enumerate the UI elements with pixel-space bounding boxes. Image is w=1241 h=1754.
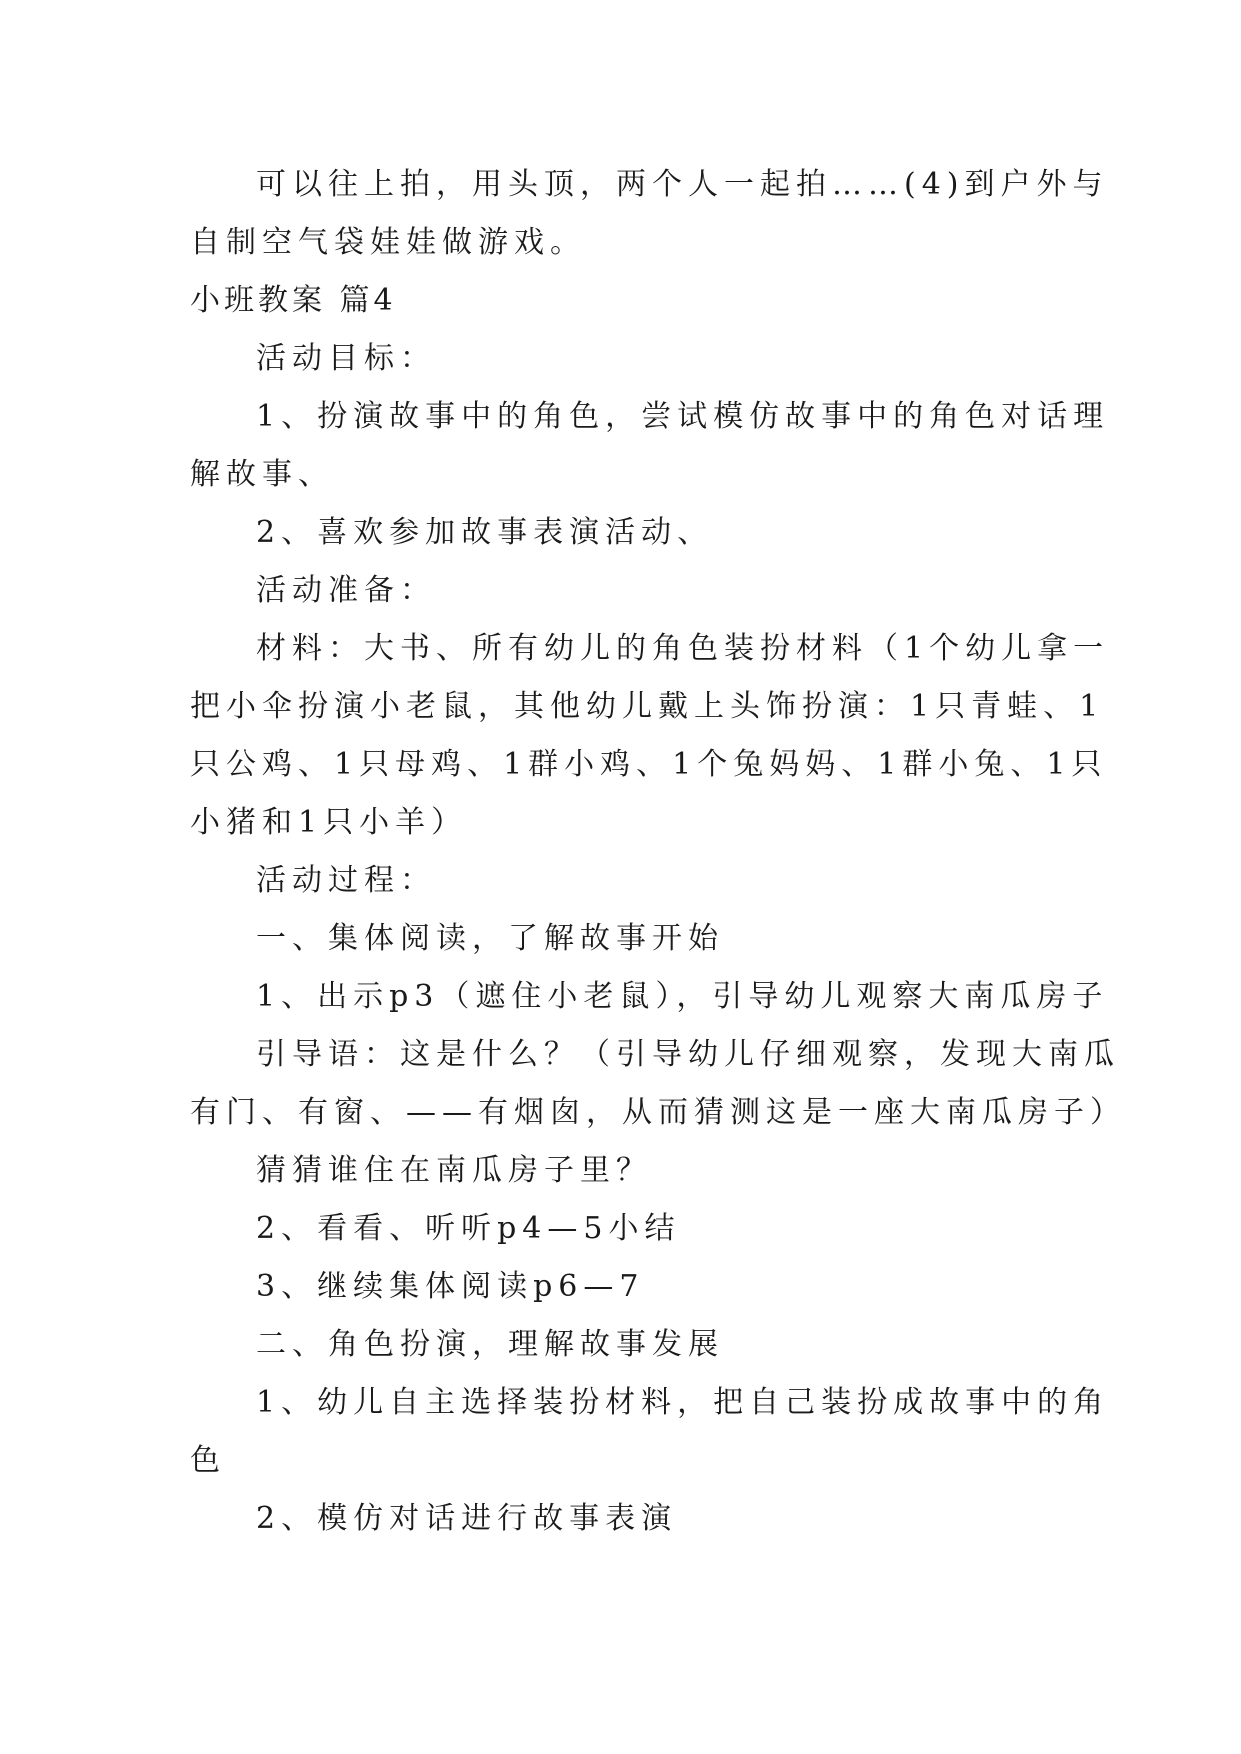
text-line: 2、喜欢参加故事表演活动、 — [256, 515, 714, 550]
document-body — [190, 156, 1126, 1548]
text-line: 把小伞扮演小老鼠，其他幼儿戴上头饰扮演：1只青蛙、1 — [190, 689, 1105, 724]
text-line: 活动过程： — [256, 863, 436, 898]
text-line: 一、集体阅读，了解故事开始 — [256, 921, 724, 956]
text-line: 活动目标： — [256, 341, 436, 376]
text-line: 二、角色扮演，理解故事发展 — [256, 1327, 724, 1362]
section-heading: 小班教案 篇4 — [190, 283, 397, 318]
text-line: 解故事、 — [190, 457, 334, 492]
text-line: 小猪和1只小羊） — [190, 805, 468, 840]
text-line: 1、扮演故事中的角色，尝试模仿故事中的角色对话理 — [256, 399, 1110, 434]
text-line: 材料：大书、所有幼儿的角色装扮材料（1个幼儿拿一 — [256, 631, 1110, 666]
text-line: 2、看看、听听p4—5小结 — [256, 1211, 681, 1246]
text-line: 活动准备： — [256, 573, 436, 608]
text-line: 3、继续集体阅读p6—7 — [256, 1269, 645, 1304]
text-line: 猜猜谁住在南瓜房子里？ — [256, 1153, 652, 1188]
text-line: 自制空气袋娃娃做游戏。 — [190, 225, 586, 260]
text-line: 引导语：这是什么？（引导幼儿仔细观察，发现大南瓜 — [256, 1037, 1120, 1072]
text-line: 有门、有窗、——有烟囱，从而猜测这是一座大南瓜房子） — [190, 1095, 1126, 1130]
text-line: 1、出示p3（遮住小老鼠），引导幼儿观察大南瓜房子 — [256, 979, 1109, 1014]
text-line: 1、幼儿自主选择装扮材料，把自己装扮成故事中的角 — [256, 1385, 1110, 1420]
text-line: 色 — [190, 1443, 226, 1478]
text-line: 只公鸡、1只母鸡、1群小鸡、1个兔妈妈、1群小兔、1只 — [190, 747, 1108, 782]
text-line: 2、模仿对话进行故事表演 — [256, 1501, 678, 1536]
text-line: 可以往上拍，用头顶，两个人一起拍……(4)到户外与 — [256, 167, 1109, 202]
